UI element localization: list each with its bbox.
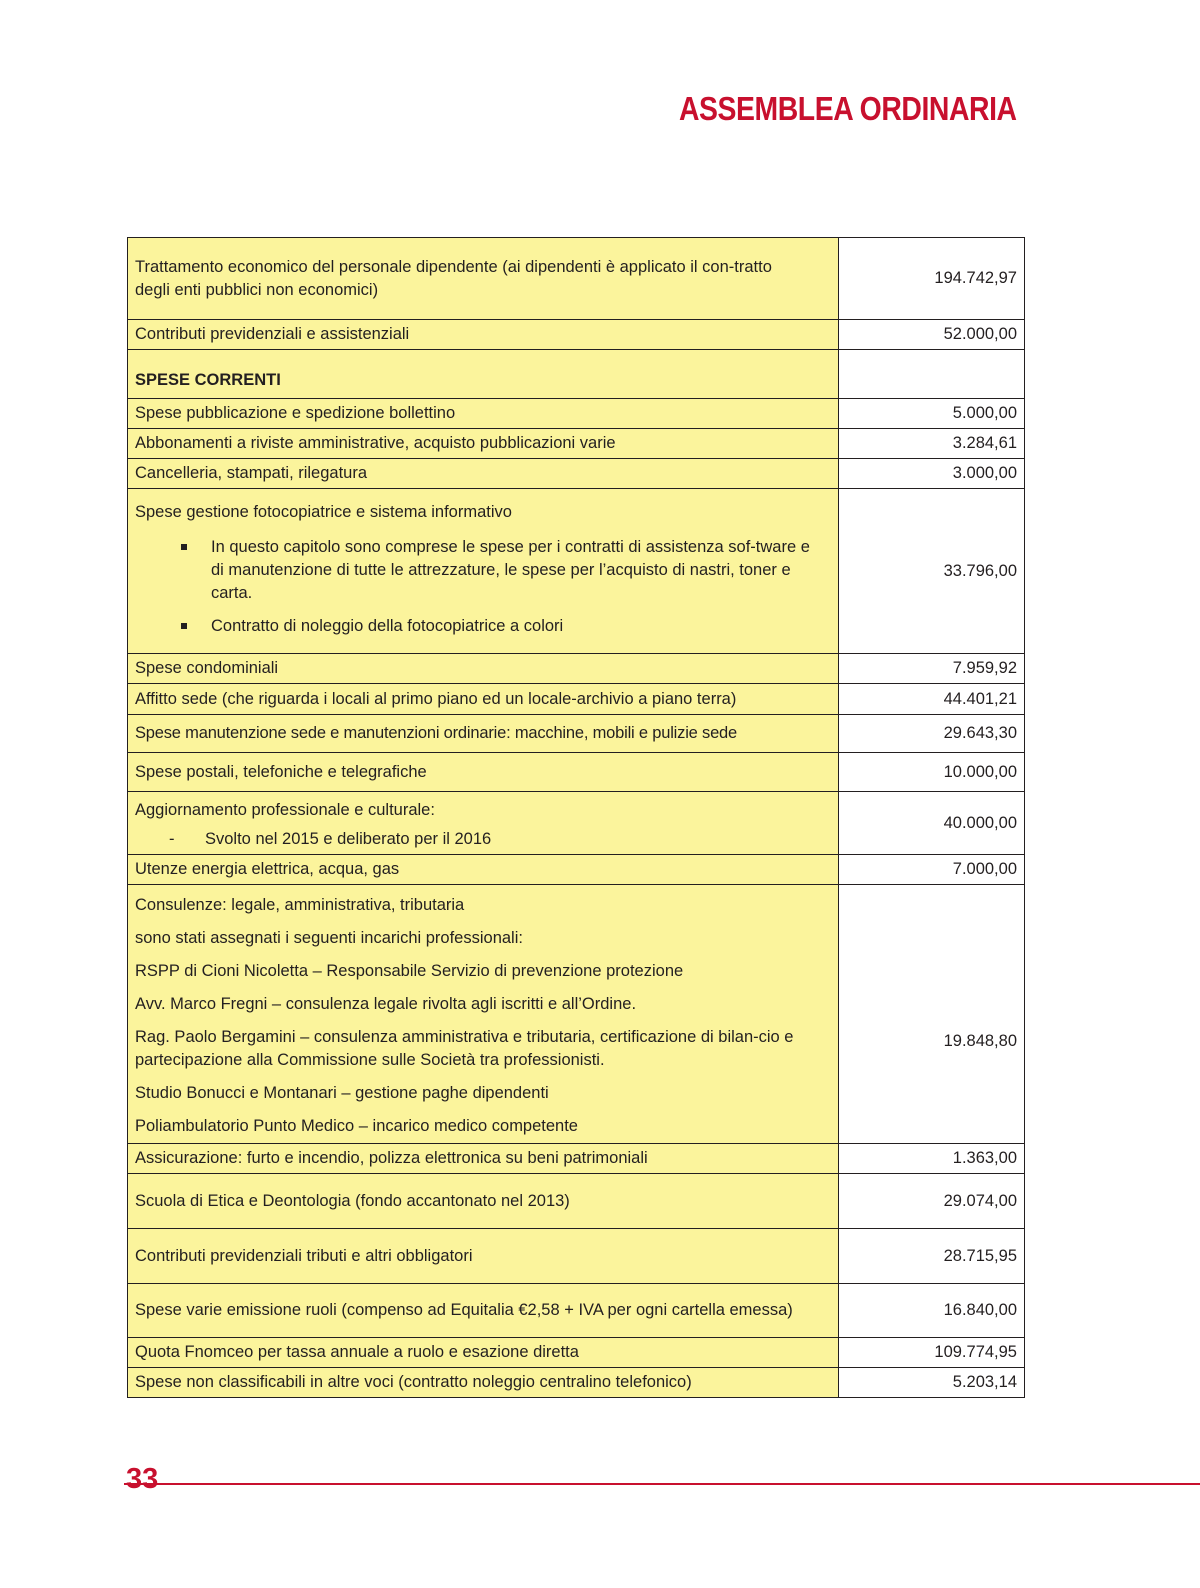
table-row — [128, 320, 1025, 350]
dash-marker: - — [169, 830, 175, 848]
table-row — [128, 1229, 1025, 1284]
row-detail-line: Avv. Marco Fregni – consulenza legale rivolta agli iscritti e all’Ordine. — [135, 994, 637, 1013]
list-item: In questo capitolo sono comprese le spese per i contratti di assistenza sof-tware e di manutenzione di tutte le attrezzature, le spese per l’acquisto di nastri, toner e carta. — [135, 536, 831, 605]
row-amount: 3.284,61 — [839, 429, 1025, 459]
row-amount: 28.715,95 — [839, 1229, 1025, 1284]
row-description: Scuola di Etica e Deontologia (fondo accantonato nel 2013) — [128, 1174, 839, 1229]
row-description: Trattamento economico del personale dipendente (ai dipendenti è applicato il con-tratto degli enti pubblici non economici) — [128, 238, 839, 320]
row-amount: 29.074,00 — [839, 1174, 1025, 1229]
list-item: - Svolto nel 2015 e deliberato per il 2016 — [135, 828, 831, 851]
row-amount: 109.774,95 — [839, 1338, 1025, 1368]
row-description: Spese pubblicazione e spedizione bollettino — [128, 399, 839, 429]
row-description: Spese condominiali — [128, 654, 839, 684]
row-amount: 5.000,00 — [839, 399, 1025, 429]
row-amount: 52.000,00 — [839, 320, 1025, 350]
row-description-text: Consulenze: legale, amministrativa, tributaria — [135, 895, 465, 914]
table-row — [128, 1368, 1025, 1398]
table-row — [128, 885, 1025, 1144]
row-description: Spese manutenzione sede e manutenzioni ordinarie: macchine, mobili e pulizie sede — [128, 715, 839, 753]
table-row — [128, 855, 1025, 885]
table-row — [128, 459, 1025, 489]
row-detail-line: Rag. Paolo Bergamini – consulenza amministrativa e tributaria, certificazione di bilan-cio e partecipazione alla Commissione sulle Società tra professionisti. — [135, 1027, 794, 1069]
bullet-square-icon — [181, 544, 187, 550]
table-row — [128, 489, 1025, 654]
row-amount: 40.000,00 — [839, 792, 1025, 855]
bullet-list — [135, 536, 831, 638]
table-row — [128, 792, 1025, 855]
row-description: Cancelleria, stampati, rilegatura — [128, 459, 839, 489]
row-description: Utenze energia elettrica, acqua, gas — [128, 855, 839, 885]
row-description: Affitto sede (che riguarda i locali al primo piano ed un locale-archivio a piano terra) — [128, 684, 839, 715]
row-amount: 5.203,14 — [839, 1368, 1025, 1398]
budget-table — [127, 237, 1025, 1398]
list-item: Contratto di noleggio della fotocopiatrice a colori — [135, 615, 831, 638]
section-row — [128, 350, 1025, 399]
row-description: Quota Fnomceo per tassa annuale a ruolo e esazione diretta — [128, 1338, 839, 1368]
table-row — [128, 654, 1025, 684]
row-amount: 7.959,92 — [839, 654, 1025, 684]
row-amount: 44.401,21 — [839, 684, 1025, 715]
table-row — [128, 238, 1025, 320]
row-description — [128, 885, 839, 1144]
footer-divider — [124, 1483, 1200, 1485]
row-description — [128, 489, 839, 654]
row-detail-line: Studio Bonucci e Montanari – gestione paghe dipendenti — [135, 1083, 549, 1102]
row-description: Spese postali, telefoniche e telegrafiche — [128, 753, 839, 792]
row-amount: 33.796,00 — [839, 489, 1025, 654]
page-number: 33 — [126, 1463, 159, 1495]
page-title: ASSEMBLEA ORDINARIA — [679, 90, 1017, 127]
table-row — [128, 1174, 1025, 1229]
row-description: Contributi previdenziali e assistenziali — [128, 320, 839, 350]
row-amount: 7.000,00 — [839, 855, 1025, 885]
row-description: Abbonamenti a riviste amministrative, acquisto pubblicazioni varie — [128, 429, 839, 459]
table-row — [128, 1284, 1025, 1338]
row-description: Spese varie emissione ruoli (compenso ad Equitalia €2,58 + IVA per ogni cartella emessa) — [128, 1284, 839, 1338]
table-row — [128, 399, 1025, 429]
row-amount: 1.363,00 — [839, 1144, 1025, 1174]
row-amount-empty — [839, 350, 1025, 399]
row-description: Spese non classificabili in altre voci (contratto noleggio centralino telefonico) — [128, 1368, 839, 1398]
row-description — [128, 792, 839, 855]
table-row — [128, 684, 1025, 715]
row-detail-line: sono stati assegnati i seguenti incarichi professionali: — [135, 928, 523, 947]
row-amount: 194.742,97 — [839, 238, 1025, 320]
row-detail-line: RSPP di Cioni Nicoletta – Responsabile Servizio di prevenzione protezione — [135, 961, 684, 980]
table-row — [128, 1144, 1025, 1174]
row-description: Assicurazione: furto e incendio, polizza elettronica su beni patrimoniali — [128, 1144, 839, 1174]
row-detail-line: Poliambulatorio Punto Medico – incarico medico competente — [135, 1116, 578, 1135]
bullet-square-icon — [181, 623, 187, 629]
row-amount: 3.000,00 — [839, 459, 1025, 489]
table-row — [128, 1338, 1025, 1368]
row-amount: 19.848,80 — [839, 885, 1025, 1144]
row-amount: 10.000,00 — [839, 753, 1025, 792]
table-row — [128, 753, 1025, 792]
row-amount: 16.840,00 — [839, 1284, 1025, 1338]
row-description: Contributi previdenziali tributi e altri obbligatori — [128, 1229, 839, 1284]
table-row — [128, 715, 1025, 753]
table-row — [128, 429, 1025, 459]
row-description-text: Aggiornamento professionale e culturale: — [135, 801, 435, 819]
row-description-text: Spese gestione fotocopiatrice e sistema informativo — [135, 503, 512, 521]
section-heading: SPESE CORRENTI — [128, 350, 839, 399]
row-amount: 29.643,30 — [839, 715, 1025, 753]
